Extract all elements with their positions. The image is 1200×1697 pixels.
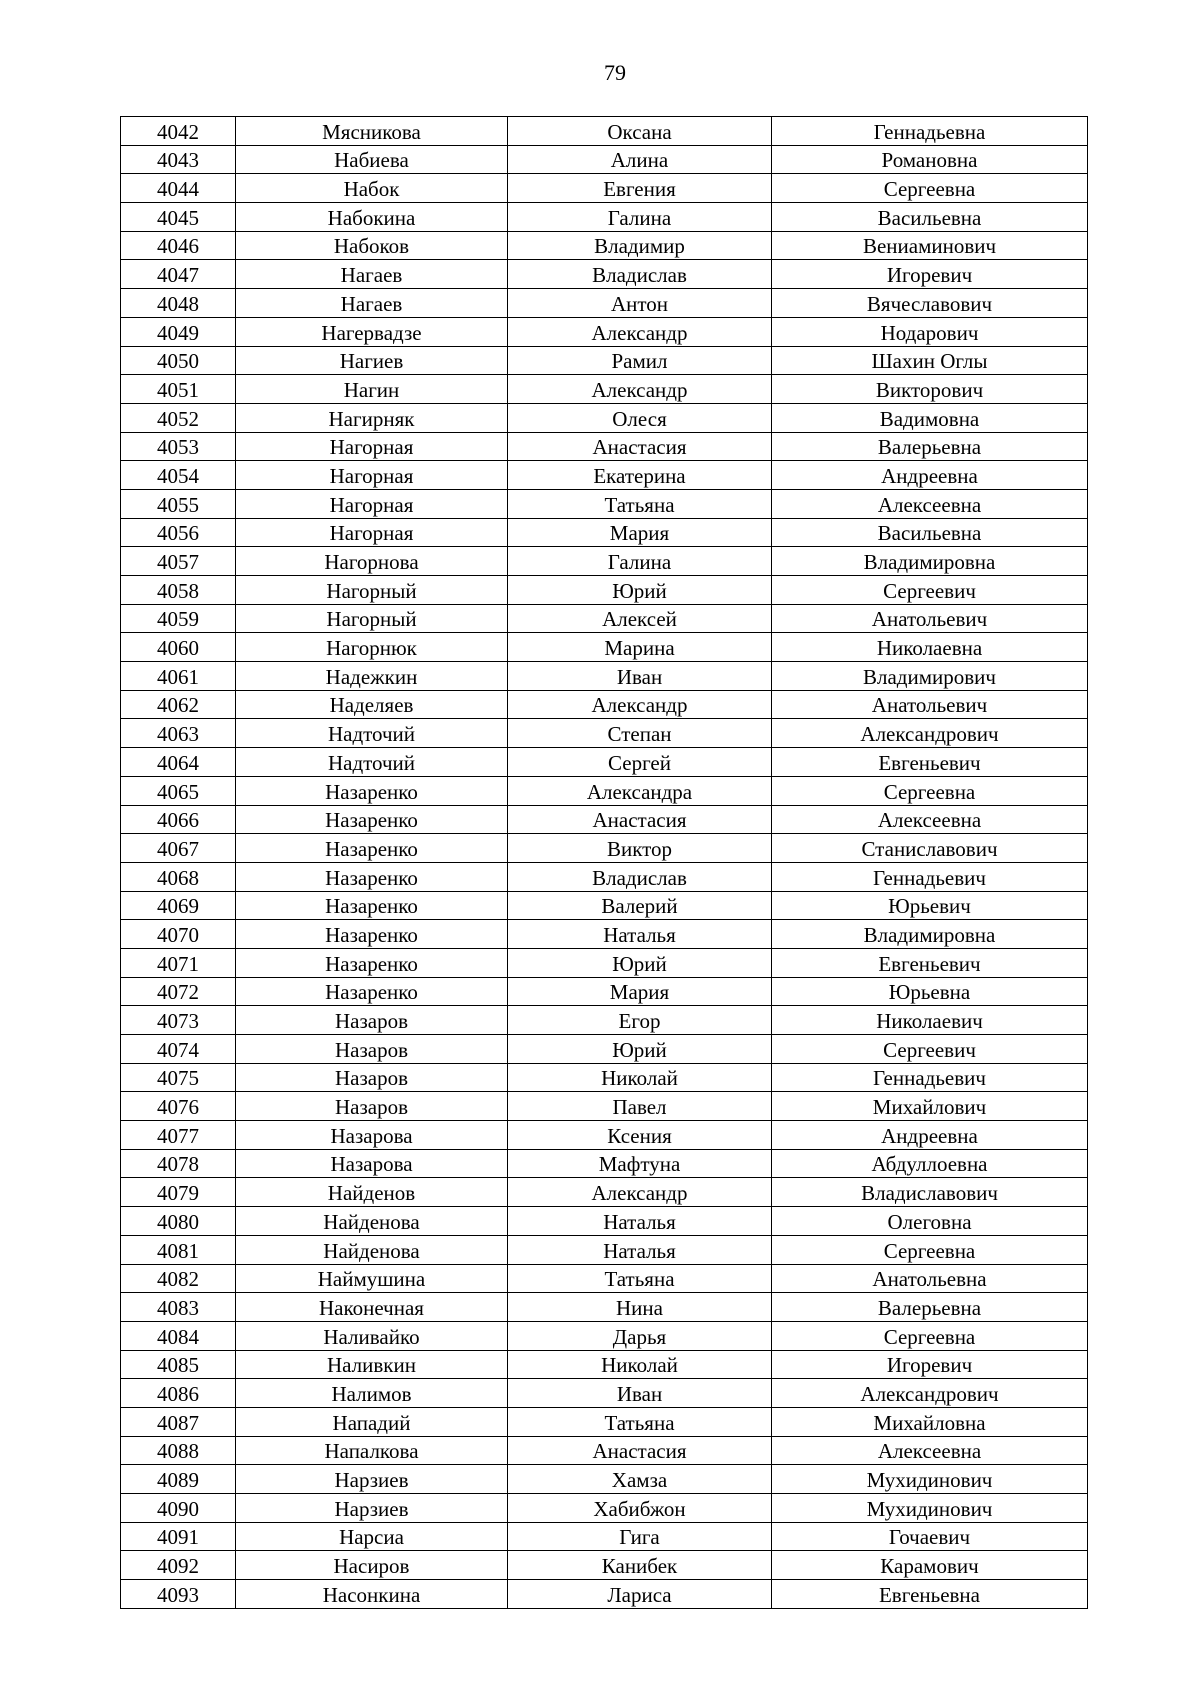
table-row <box>121 748 1088 777</box>
last-name-cell: Нападий <box>236 1407 508 1436</box>
table-row <box>121 1178 1088 1207</box>
patronymic-cell: Сергеевич <box>772 576 1088 605</box>
last-name-cell: Нарсиа <box>236 1522 508 1551</box>
last-name-cell: Наливкин <box>236 1350 508 1379</box>
table-row <box>121 203 1088 232</box>
row-number-cell: 4080 <box>121 1207 236 1236</box>
last-name-cell: Нагин <box>236 375 508 404</box>
first-name-cell: Евгения <box>508 174 772 203</box>
patronymic-cell: Владимировна <box>772 547 1088 576</box>
last-name-cell: Назаренко <box>236 805 508 834</box>
row-number-cell: 4071 <box>121 948 236 977</box>
first-name-cell: Татьяна <box>508 1264 772 1293</box>
last-name-cell: Нагорная <box>236 432 508 461</box>
table-row <box>121 547 1088 576</box>
patronymic-cell: Сергеевна <box>772 776 1088 805</box>
last-name-cell: Назаренко <box>236 977 508 1006</box>
patronymic-cell: Вениаминович <box>772 231 1088 260</box>
last-name-cell: Назарова <box>236 1121 508 1150</box>
last-name-cell: Напалкова <box>236 1436 508 1465</box>
first-name-cell: Хамза <box>508 1465 772 1494</box>
last-name-cell: Набиева <box>236 145 508 174</box>
first-name-cell: Мария <box>508 977 772 1006</box>
last-name-cell: Назарова <box>236 1149 508 1178</box>
table-row <box>121 633 1088 662</box>
first-name-cell: Николай <box>508 1063 772 1092</box>
patronymic-cell: Васильевна <box>772 203 1088 232</box>
patronymic-cell: Александрович <box>772 1379 1088 1408</box>
table-row <box>121 862 1088 891</box>
first-name-cell: Мария <box>508 518 772 547</box>
last-name-cell: Наливайко <box>236 1321 508 1350</box>
table-row <box>121 719 1088 748</box>
patronymic-cell: Олеговна <box>772 1207 1088 1236</box>
row-number-cell: 4045 <box>121 203 236 232</box>
patronymic-cell: Владимирович <box>772 662 1088 691</box>
patronymic-cell: Александрович <box>772 719 1088 748</box>
table-row <box>121 805 1088 834</box>
table-row <box>121 1035 1088 1064</box>
patronymic-cell: Вячеславович <box>772 289 1088 318</box>
row-number-cell: 4056 <box>121 518 236 547</box>
row-number-cell: 4076 <box>121 1092 236 1121</box>
row-number-cell: 4083 <box>121 1293 236 1322</box>
first-name-cell: Олеся <box>508 403 772 432</box>
patronymic-cell: Игоревич <box>772 1350 1088 1379</box>
patronymic-cell: Гочаевич <box>772 1522 1088 1551</box>
row-number-cell: 4068 <box>121 862 236 891</box>
last-name-cell: Надточий <box>236 719 508 748</box>
patronymic-cell: Геннадьевна <box>772 117 1088 146</box>
last-name-cell: Нагорный <box>236 576 508 605</box>
row-number-cell: 4087 <box>121 1407 236 1436</box>
table-row <box>121 375 1088 404</box>
first-name-cell: Ксения <box>508 1121 772 1150</box>
patronymic-cell: Михайлович <box>772 1092 1088 1121</box>
last-name-cell: Нагорная <box>236 489 508 518</box>
first-name-cell: Наталья <box>508 1207 772 1236</box>
table-row <box>121 1235 1088 1264</box>
table-row <box>121 518 1088 547</box>
first-name-cell: Степан <box>508 719 772 748</box>
first-name-cell: Галина <box>508 203 772 232</box>
patronymic-cell: Романовна <box>772 145 1088 174</box>
patronymic-cell: Алексеевна <box>772 489 1088 518</box>
first-name-cell: Алина <box>508 145 772 174</box>
last-name-cell: Нагорная <box>236 518 508 547</box>
last-name-cell: Нагорная <box>236 461 508 490</box>
last-name-cell: Нагорный <box>236 604 508 633</box>
patronymic-cell: Анатольевич <box>772 690 1088 719</box>
last-name-cell: Наконечная <box>236 1293 508 1322</box>
patronymic-cell: Евгеньевна <box>772 1580 1088 1609</box>
patronymic-cell: Абдуллоевна <box>772 1149 1088 1178</box>
first-name-cell: Александр <box>508 375 772 404</box>
first-name-cell: Александр <box>508 1178 772 1207</box>
last-name-cell: Назаров <box>236 1092 508 1121</box>
row-number-cell: 4061 <box>121 662 236 691</box>
first-name-cell: Анастасия <box>508 1436 772 1465</box>
last-name-cell: Надточий <box>236 748 508 777</box>
row-number-cell: 4074 <box>121 1035 236 1064</box>
first-name-cell: Татьяна <box>508 489 772 518</box>
last-name-cell: Нарзиев <box>236 1465 508 1494</box>
row-number-cell: 4082 <box>121 1264 236 1293</box>
patronymic-cell: Нодарович <box>772 317 1088 346</box>
first-name-cell: Иван <box>508 662 772 691</box>
first-name-cell: Наталья <box>508 1235 772 1264</box>
first-name-cell: Юрий <box>508 948 772 977</box>
patronymic-cell: Геннадьевич <box>772 1063 1088 1092</box>
row-number-cell: 4092 <box>121 1551 236 1580</box>
table-row <box>121 231 1088 260</box>
table-row <box>121 1207 1088 1236</box>
patronymic-cell: Сергеевич <box>772 1035 1088 1064</box>
row-number-cell: 4052 <box>121 403 236 432</box>
first-name-cell: Владислав <box>508 260 772 289</box>
first-name-cell: Николай <box>508 1350 772 1379</box>
row-number-cell: 4062 <box>121 690 236 719</box>
last-name-cell: Назаренко <box>236 776 508 805</box>
patronymic-cell: Владиславович <box>772 1178 1088 1207</box>
table-row <box>121 1293 1088 1322</box>
row-number-cell: 4081 <box>121 1235 236 1264</box>
row-number-cell: 4079 <box>121 1178 236 1207</box>
last-name-cell: Нагаев <box>236 289 508 318</box>
first-name-cell: Канибек <box>508 1551 772 1580</box>
first-name-cell: Павел <box>508 1092 772 1121</box>
patronymic-cell: Владимировна <box>772 920 1088 949</box>
last-name-cell: Набоков <box>236 231 508 260</box>
row-number-cell: 4064 <box>121 748 236 777</box>
first-name-cell: Татьяна <box>508 1407 772 1436</box>
row-number-cell: 4042 <box>121 117 236 146</box>
first-name-cell: Дарья <box>508 1321 772 1350</box>
first-name-cell: Юрий <box>508 576 772 605</box>
patronymic-cell: Анатольевна <box>772 1264 1088 1293</box>
last-name-cell: Насиров <box>236 1551 508 1580</box>
table-row <box>121 948 1088 977</box>
patronymic-cell: Викторович <box>772 375 1088 404</box>
table-row <box>121 690 1088 719</box>
last-name-cell: Назаров <box>236 1035 508 1064</box>
table-row <box>121 117 1088 146</box>
last-name-cell: Набокина <box>236 203 508 232</box>
patronymic-cell: Игоревич <box>772 260 1088 289</box>
registry-table-body <box>121 117 1088 1609</box>
row-number-cell: 4077 <box>121 1121 236 1150</box>
first-name-cell: Владимир <box>508 231 772 260</box>
last-name-cell: Мясникова <box>236 117 508 146</box>
row-number-cell: 4065 <box>121 776 236 805</box>
row-number-cell: 4093 <box>121 1580 236 1609</box>
table-row <box>121 1436 1088 1465</box>
first-name-cell: Владислав <box>508 862 772 891</box>
last-name-cell: Нарзиев <box>236 1494 508 1523</box>
last-name-cell: Налимов <box>236 1379 508 1408</box>
first-name-cell: Алексей <box>508 604 772 633</box>
first-name-cell: Оксана <box>508 117 772 146</box>
table-row <box>121 1006 1088 1035</box>
row-number-cell: 4070 <box>121 920 236 949</box>
row-number-cell: 4047 <box>121 260 236 289</box>
last-name-cell: Набок <box>236 174 508 203</box>
first-name-cell: Лариса <box>508 1580 772 1609</box>
first-name-cell: Хабибжон <box>508 1494 772 1523</box>
first-name-cell: Анастасия <box>508 432 772 461</box>
first-name-cell: Наталья <box>508 920 772 949</box>
patronymic-cell: Андреевна <box>772 461 1088 490</box>
patronymic-cell: Карамович <box>772 1551 1088 1580</box>
patronymic-cell: Николаевич <box>772 1006 1088 1035</box>
first-name-cell: Юрий <box>508 1035 772 1064</box>
table-row <box>121 834 1088 863</box>
patronymic-cell: Юрьевич <box>772 891 1088 920</box>
first-name-cell: Нина <box>508 1293 772 1322</box>
first-name-cell: Антон <box>508 289 772 318</box>
row-number-cell: 4066 <box>121 805 236 834</box>
patronymic-cell: Евгеньевич <box>772 748 1088 777</box>
first-name-cell: Виктор <box>508 834 772 863</box>
first-name-cell: Сергей <box>508 748 772 777</box>
patronymic-cell: Сергеевна <box>772 1321 1088 1350</box>
first-name-cell: Марина <box>508 633 772 662</box>
table-row <box>121 1264 1088 1293</box>
table-row <box>121 1551 1088 1580</box>
table-row <box>121 346 1088 375</box>
patronymic-cell: Валерьевна <box>772 432 1088 461</box>
table-row <box>121 1494 1088 1523</box>
table-row <box>121 1063 1088 1092</box>
table-row <box>121 891 1088 920</box>
last-name-cell: Нагиев <box>236 346 508 375</box>
table-row <box>121 145 1088 174</box>
patronymic-cell: Евгеньевич <box>772 948 1088 977</box>
last-name-cell: Назаренко <box>236 834 508 863</box>
patronymic-cell: Геннадьевич <box>772 862 1088 891</box>
last-name-cell: Назаренко <box>236 862 508 891</box>
row-number-cell: 4046 <box>121 231 236 260</box>
row-number-cell: 4084 <box>121 1321 236 1350</box>
row-number-cell: 4090 <box>121 1494 236 1523</box>
table-row <box>121 604 1088 633</box>
first-name-cell: Галина <box>508 547 772 576</box>
row-number-cell: 4091 <box>121 1522 236 1551</box>
table-row <box>121 174 1088 203</box>
last-name-cell: Надежкин <box>236 662 508 691</box>
table-row <box>121 1121 1088 1150</box>
first-name-cell: Александр <box>508 317 772 346</box>
row-number-cell: 4053 <box>121 432 236 461</box>
row-number-cell: 4057 <box>121 547 236 576</box>
table-row <box>121 260 1088 289</box>
row-number-cell: 4058 <box>121 576 236 605</box>
table-row <box>121 1465 1088 1494</box>
patronymic-cell: Васильевна <box>772 518 1088 547</box>
row-number-cell: 4085 <box>121 1350 236 1379</box>
patronymic-cell: Шахин Оглы <box>772 346 1088 375</box>
row-number-cell: 4088 <box>121 1436 236 1465</box>
last-name-cell: Нагервадзе <box>236 317 508 346</box>
patronymic-cell: Сергеевна <box>772 174 1088 203</box>
row-number-cell: 4051 <box>121 375 236 404</box>
table-row <box>121 977 1088 1006</box>
table-row <box>121 489 1088 518</box>
table-row <box>121 1379 1088 1408</box>
registry-table <box>120 116 1088 1609</box>
table-row <box>121 1407 1088 1436</box>
row-number-cell: 4075 <box>121 1063 236 1092</box>
row-number-cell: 4072 <box>121 977 236 1006</box>
table-row <box>121 403 1088 432</box>
row-number-cell: 4054 <box>121 461 236 490</box>
table-row <box>121 1522 1088 1551</box>
table-row <box>121 1321 1088 1350</box>
row-number-cell: 4073 <box>121 1006 236 1035</box>
last-name-cell: Нагорнюк <box>236 633 508 662</box>
patronymic-cell: Юрьевна <box>772 977 1088 1006</box>
table-row <box>121 920 1088 949</box>
row-number-cell: 4078 <box>121 1149 236 1178</box>
last-name-cell: Наймушина <box>236 1264 508 1293</box>
table-row <box>121 1092 1088 1121</box>
first-name-cell: Александра <box>508 776 772 805</box>
first-name-cell: Александр <box>508 690 772 719</box>
last-name-cell: Найденов <box>236 1178 508 1207</box>
row-number-cell: 4069 <box>121 891 236 920</box>
patronymic-cell: Андреевна <box>772 1121 1088 1150</box>
patronymic-cell: Михайловна <box>772 1407 1088 1436</box>
patronymic-cell: Анатольевич <box>772 604 1088 633</box>
table-row <box>121 461 1088 490</box>
table-row <box>121 776 1088 805</box>
last-name-cell: Наделяев <box>236 690 508 719</box>
row-number-cell: 4044 <box>121 174 236 203</box>
table-row <box>121 432 1088 461</box>
first-name-cell: Екатерина <box>508 461 772 490</box>
patronymic-cell: Станиславович <box>772 834 1088 863</box>
last-name-cell: Нагорнова <box>236 547 508 576</box>
patronymic-cell: Вадимовна <box>772 403 1088 432</box>
row-number-cell: 4067 <box>121 834 236 863</box>
patronymic-cell: Валерьевна <box>772 1293 1088 1322</box>
first-name-cell: Анастасия <box>508 805 772 834</box>
table-row <box>121 289 1088 318</box>
last-name-cell: Назаренко <box>236 920 508 949</box>
row-number-cell: 4086 <box>121 1379 236 1408</box>
patronymic-cell: Сергеевна <box>772 1235 1088 1264</box>
row-number-cell: 4048 <box>121 289 236 318</box>
first-name-cell: Мафтуна <box>508 1149 772 1178</box>
page-number: 79 <box>604 60 626 85</box>
row-number-cell: 4050 <box>121 346 236 375</box>
row-number-cell: 4043 <box>121 145 236 174</box>
last-name-cell: Назаренко <box>236 891 508 920</box>
last-name-cell: Назаренко <box>236 948 508 977</box>
first-name-cell: Гига <box>508 1522 772 1551</box>
last-name-cell: Найденова <box>236 1207 508 1236</box>
row-number-cell: 4089 <box>121 1465 236 1494</box>
table-row <box>121 576 1088 605</box>
first-name-cell: Иван <box>508 1379 772 1408</box>
patronymic-cell: Николаевна <box>772 633 1088 662</box>
table-row <box>121 1580 1088 1609</box>
first-name-cell: Егор <box>508 1006 772 1035</box>
row-number-cell: 4049 <box>121 317 236 346</box>
patronymic-cell: Мухидинович <box>772 1494 1088 1523</box>
first-name-cell: Рамил <box>508 346 772 375</box>
last-name-cell: Назаров <box>236 1006 508 1035</box>
first-name-cell: Валерий <box>508 891 772 920</box>
last-name-cell: Найденова <box>236 1235 508 1264</box>
table-row <box>121 1350 1088 1379</box>
last-name-cell: Насонкина <box>236 1580 508 1609</box>
row-number-cell: 4060 <box>121 633 236 662</box>
row-number-cell: 4063 <box>121 719 236 748</box>
patronymic-cell: Алексеевна <box>772 1436 1088 1465</box>
table-row <box>121 662 1088 691</box>
patronymic-cell: Мухидинович <box>772 1465 1088 1494</box>
table-row <box>121 317 1088 346</box>
row-number-cell: 4055 <box>121 489 236 518</box>
table-row <box>121 1149 1088 1178</box>
row-number-cell: 4059 <box>121 604 236 633</box>
last-name-cell: Назаров <box>236 1063 508 1092</box>
last-name-cell: Нагирняк <box>236 403 508 432</box>
patronymic-cell: Алексеевна <box>772 805 1088 834</box>
last-name-cell: Нагаев <box>236 260 508 289</box>
